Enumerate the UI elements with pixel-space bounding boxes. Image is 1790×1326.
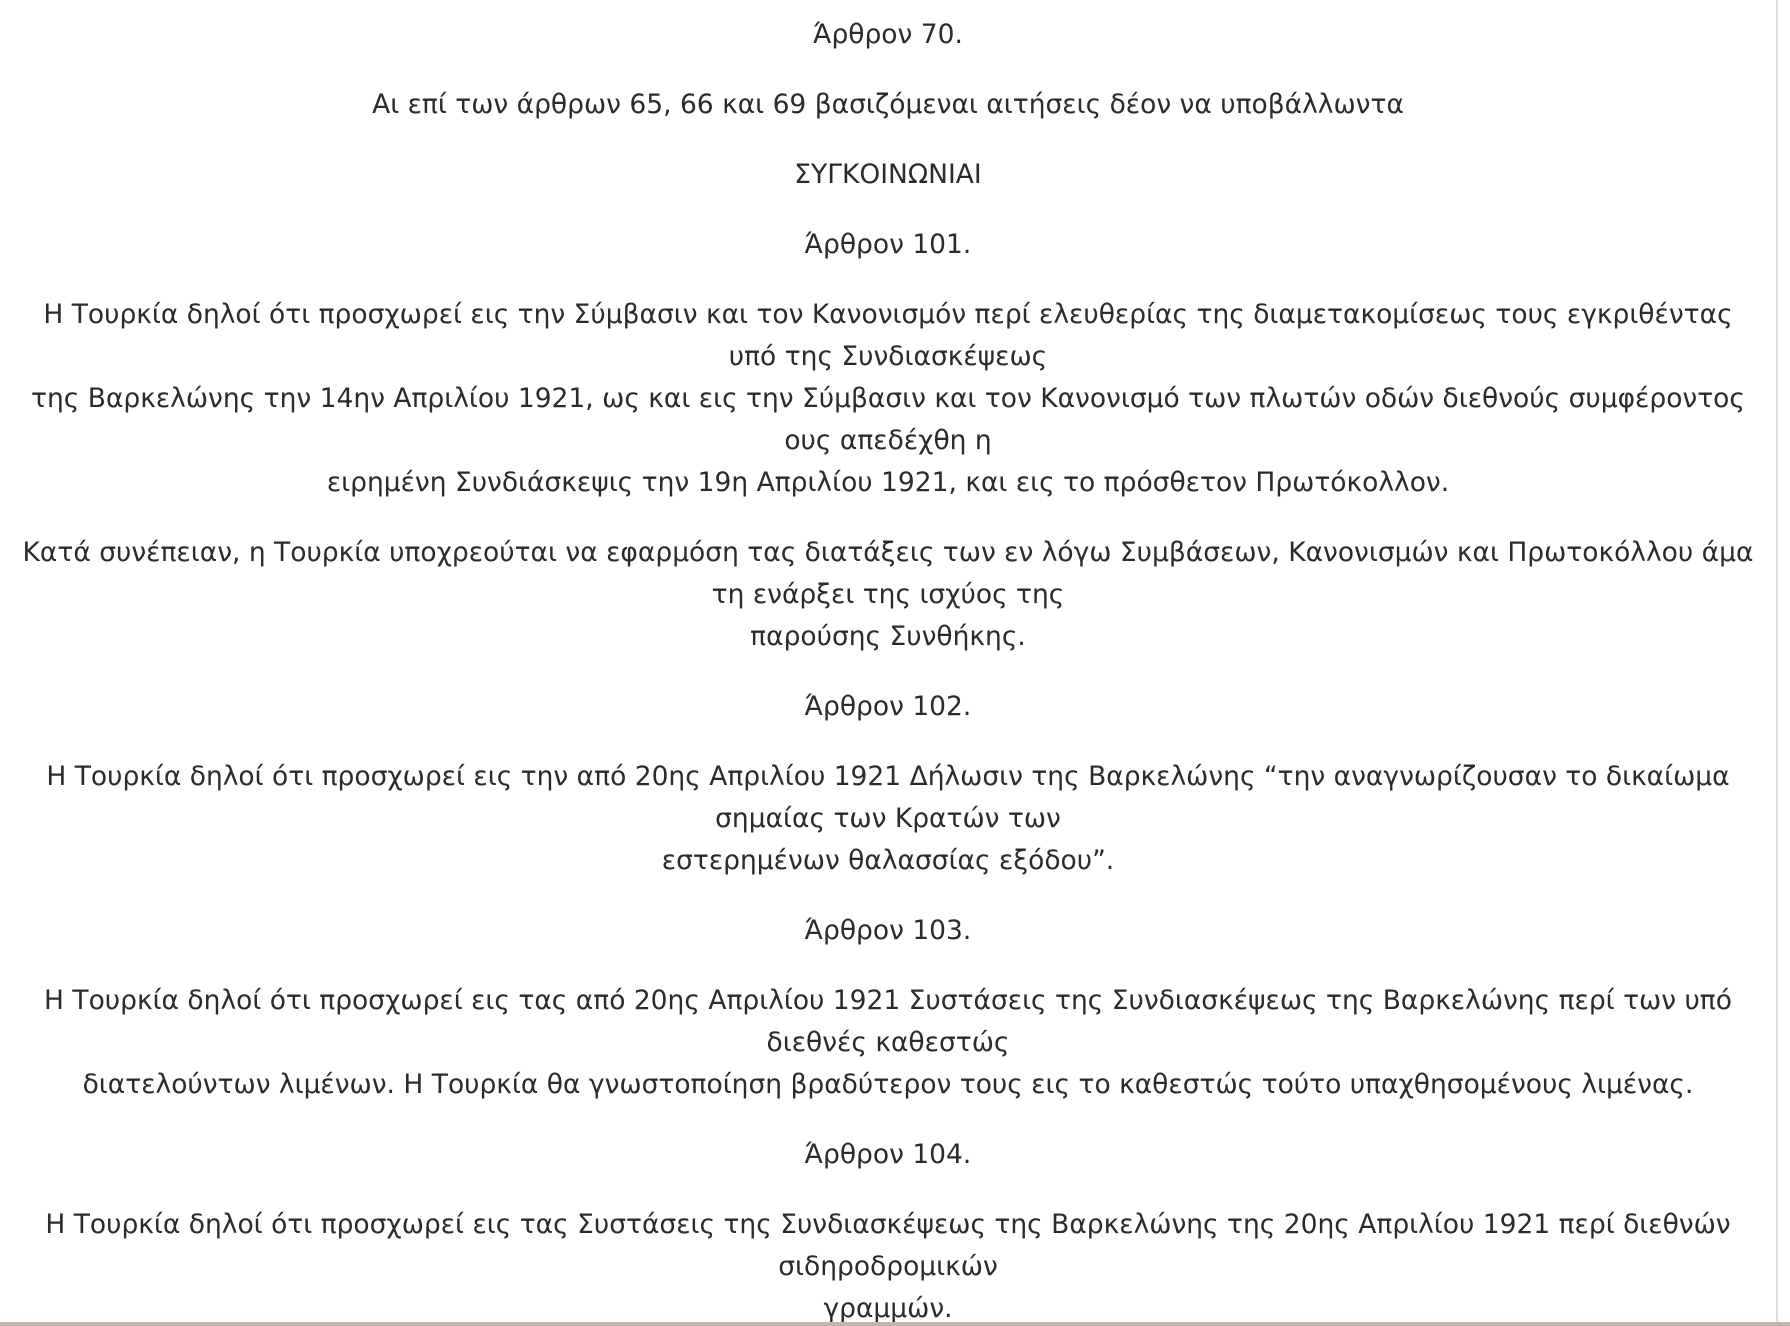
article-104-heading (8, 1134, 1768, 1176)
article-101-paragraph-2 (8, 532, 1768, 658)
article-70-paragraph (8, 84, 1768, 126)
text-line: ους απεδέχθη η (784, 425, 992, 456)
article-104-paragraph (8, 1204, 1768, 1322)
text-line: σιδηροδρομικών (778, 1251, 998, 1282)
text-line: υπό της Συνδιασκέψεως (728, 341, 1048, 372)
page-bottom-border (0, 1322, 1790, 1326)
text-line: παρούσης Συνθήκης. (750, 621, 1026, 652)
text-line: Η Τουρκία δηλοί ότι προσχωρεί εις την από 20ης Απριλίου 1921 Δήλωσιν της Βαρκελώνης “την αναγνωρίζουσαν το δικαίωμα (46, 761, 1730, 792)
page-right-border (1776, 0, 1778, 1322)
text-line: διεθνές καθεστώς (766, 1027, 1010, 1058)
text-line: της Βαρκελώνης την 14ην Απριλίου 1921, ως και εις την Σύμβασιν και τον Κανονισμό των πλωτών οδών διεθνούς συμφέροντος (31, 383, 1745, 414)
text-line: σημαίας των Κρατών των (715, 803, 1061, 834)
text-line: Η Τουρκία δηλοί ότι προσχωρεί εις τας Συστάσεις της Συνδιασκέψεως της Βαρκελώνης της 20ης Απριλίου 1921 περί διεθνών (45, 1209, 1731, 1240)
text-line: γραμμών. (823, 1293, 953, 1322)
text-line: Άρθρον 102. (804, 691, 972, 722)
article-102-heading (8, 686, 1768, 728)
text-line: τη ενάρξει της ισχύος της (711, 579, 1065, 610)
article-101-paragraph-1 (8, 294, 1768, 504)
section-heading-communications (8, 154, 1768, 196)
article-101-heading (8, 224, 1768, 266)
text-line: Άρθρον 104. (804, 1139, 972, 1170)
document-content (8, 0, 1768, 1322)
article-70-heading (8, 14, 1768, 56)
text-line: Αι επί των άρθρων 65, 66 και 69 βασιζόμεναι αιτήσεις δέον να υποβάλλωντα (372, 89, 1404, 120)
text-line: Η Τουρκία δηλοί ότι προσχωρεί εις την Σύμβασιν και τον Κανονισμόν περί ελευθερίας της διαμετακομίσεως τους εγκριθέντας (43, 299, 1733, 330)
article-103-paragraph (8, 980, 1768, 1106)
text-line: ειρημένη Συνδιάσκεψις την 19η Απριλίου 1921, και εις το πρόσθετον Πρωτόκολλον. (326, 467, 1450, 498)
text-line: Άρθρον 70. (813, 19, 963, 50)
text-line: διατελούντων λιμένων. Η Τουρκία θα γνωστοποίηση βραδύτερον τους εις το καθεστώς τούτο υπαχθησομένους λιμένας. (82, 1069, 1694, 1100)
text-line: ΣΥΓΚΟΙΝΩΝΙΑΙ (794, 159, 982, 190)
text-line: Η Τουρκία δηλοί ότι προσχωρεί εις τας από 20ης Απριλίου 1921 Συστάσεις της Συνδιασκέψεως της Βαρκελώνης περί των υπό (44, 985, 1732, 1016)
text-line: Άρθρον 101. (804, 229, 972, 260)
article-103-heading (8, 910, 1768, 952)
text-line: εστερημένων θαλασσίας εξόδου”. (661, 845, 1115, 876)
text-line: Κατά συνέπειαν, η Τουρκία υποχρεούται να εφαρμόση τας διατάξεις των εν λόγω Συμβάσεων, Κανονισμών και Πρωτοκόλλου άμα (22, 537, 1754, 568)
article-102-paragraph (8, 756, 1768, 882)
text-line: Άρθρον 103. (804, 915, 972, 946)
